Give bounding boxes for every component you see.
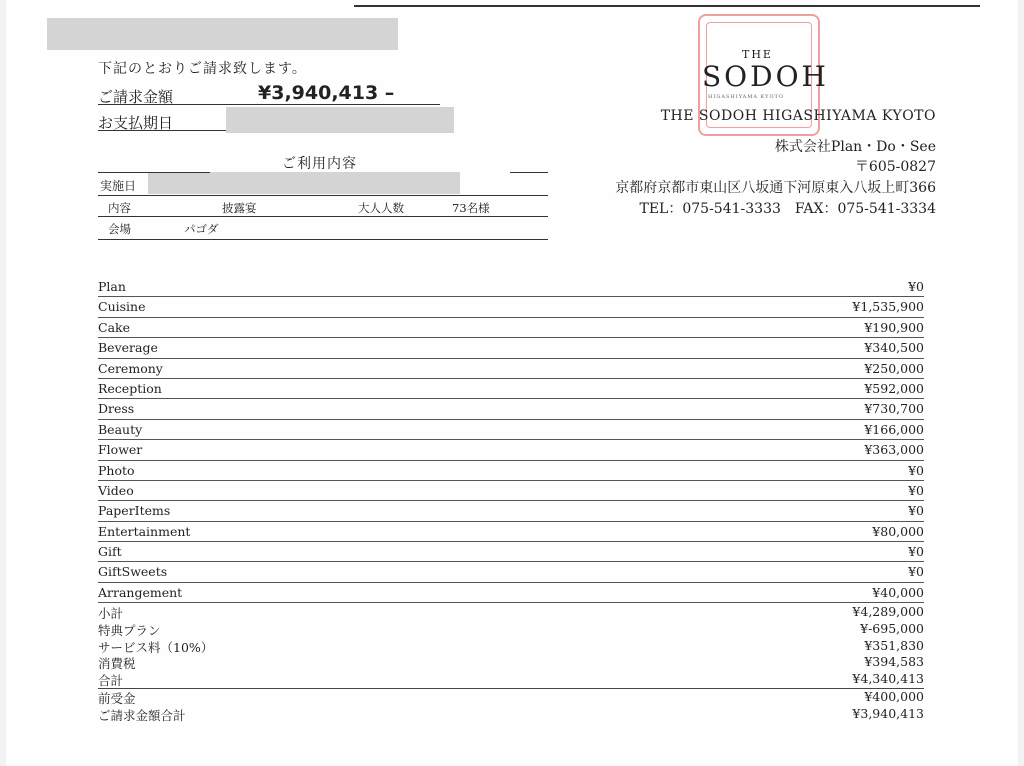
item-price: ¥80,000 [872,523,924,539]
total-value: ¥400,000 [864,688,924,704]
usage-content-label: 内容 [108,201,131,215]
item-name: Gift [98,544,122,560]
item-price: ¥40,000 [872,584,924,600]
total-row-plan-discount [98,621,924,638]
logo-subtitle: HIGASHIYAMA KYOTO [708,94,784,100]
item-name: Ceremony [98,360,163,376]
item-name: Beauty [98,421,143,437]
total-value: ¥394,583 [864,654,924,670]
line-item-photo [98,461,924,481]
usage-venue-label: 会場 [108,222,131,236]
company-name-en: THE SODOH HIGASHIYAMA KYOTO [660,108,936,124]
line-item-cake [98,318,924,338]
line-item-paperitems [98,501,924,521]
due-date-label: お支払期日 [98,114,174,132]
usage-venue-value: パゴダ [184,222,219,236]
item-price: ¥250,000 [864,360,924,376]
usage-date-label: 実施日 [100,179,137,193]
item-name: Cake [98,319,130,335]
usage-row-line-2 [98,216,548,217]
item-name: Flower [98,442,143,458]
line-item-entertainment [98,522,924,542]
total-label: サービス料（10%） [98,639,214,655]
item-price: ¥730,700 [864,401,924,417]
usage-guests-value: 73名様 [452,201,490,215]
total-label: 特典プラン [98,622,161,638]
total-label: 合計 [98,673,124,689]
item-price: ¥340,500 [864,340,924,356]
line-items [98,277,924,603]
item-price: ¥0 [908,279,924,294]
item-name: Photo [98,462,135,478]
usage-content-value: 披露宴 [222,201,257,215]
item-price: ¥592,000 [864,380,924,396]
item-name: Video [98,482,134,498]
redacted-event-date [148,172,460,194]
total-label: ご請求金額合計 [98,707,186,723]
total-label: 消費税 [98,656,136,672]
totals-block [98,604,924,723]
logo-the: THE [742,48,773,61]
item-price: ¥1,535,900 [852,299,924,315]
total-value: ¥3,940,413 [852,705,924,721]
logo-main: SODOH [702,60,829,93]
company-address: 京都府京都市東山区八坂通下河原東入八坂上町366 [615,180,936,196]
line-item-video [98,481,924,501]
item-price: ¥166,000 [864,421,924,437]
line-item-cuisine [98,297,924,317]
company-name-jp: 株式会社Plan・Do・See [774,139,936,155]
line-item-arrangement [98,583,924,603]
redacted-due-date [226,107,454,133]
item-price: ¥0 [908,544,924,560]
line-item-beverage [98,338,924,358]
total-row-tax [98,654,924,671]
line-item-giftsweets [98,562,924,582]
intro-text: 下記のとおりご請求致します。 [98,61,307,77]
item-name: PaperItems [98,503,171,519]
total-label: 前受金 [98,690,136,706]
amount-label: ご請求金額 [98,88,174,106]
total-row-deposit [98,689,924,706]
item-name: Cuisine [98,299,146,315]
item-name: Reception [98,380,162,396]
usage-row-line-1 [98,195,548,196]
item-name: GiftSweets [98,564,168,580]
total-row-grand-total [98,671,924,689]
total-value: ¥351,830 [864,637,924,653]
usage-guests-label: 大人人数 [358,201,404,215]
line-item-gift [98,542,924,562]
amount-value: ¥3,940,413 – [258,82,395,104]
line-item-flower [98,440,924,460]
top-rule [354,5,980,7]
item-price: ¥0 [908,564,924,580]
item-price: ¥0 [908,482,924,498]
usage-title: ご利用内容 [282,156,357,172]
item-price: ¥190,900 [864,319,924,335]
line-item-ceremony [98,359,924,379]
line-item-beauty [98,420,924,440]
item-name: Arrangement [98,584,183,600]
total-label: 小計 [98,606,124,621]
item-name: Beverage [98,340,158,356]
total-row-subtotal [98,604,924,621]
line-item-plan [98,277,924,297]
redacted-recipient [47,18,398,50]
total-value: ¥4,289,000 [852,604,924,619]
item-price: ¥0 [908,462,924,478]
usage-title-line-right [510,172,548,173]
amount-underline [98,104,440,105]
company-postal: 〒605-0827 [854,159,936,175]
item-price: ¥0 [908,503,924,519]
line-item-dress [98,399,924,419]
item-price: ¥363,000 [864,442,924,458]
due-underline [98,130,226,131]
company-phone: TEL：075-541-3333 FAX：075-541-3334 [639,201,936,217]
item-name: Entertainment [98,523,191,539]
total-value: ¥4,340,413 [852,671,924,687]
item-name: Plan [98,279,126,294]
total-row-service-fee [98,638,924,655]
total-row-amount-due [98,706,924,723]
item-name: Dress [98,401,135,417]
usage-title-line-left [98,172,210,173]
usage-row-line-3 [98,239,548,240]
line-item-reception [98,379,924,399]
total-value: ¥-695,000 [860,620,924,636]
